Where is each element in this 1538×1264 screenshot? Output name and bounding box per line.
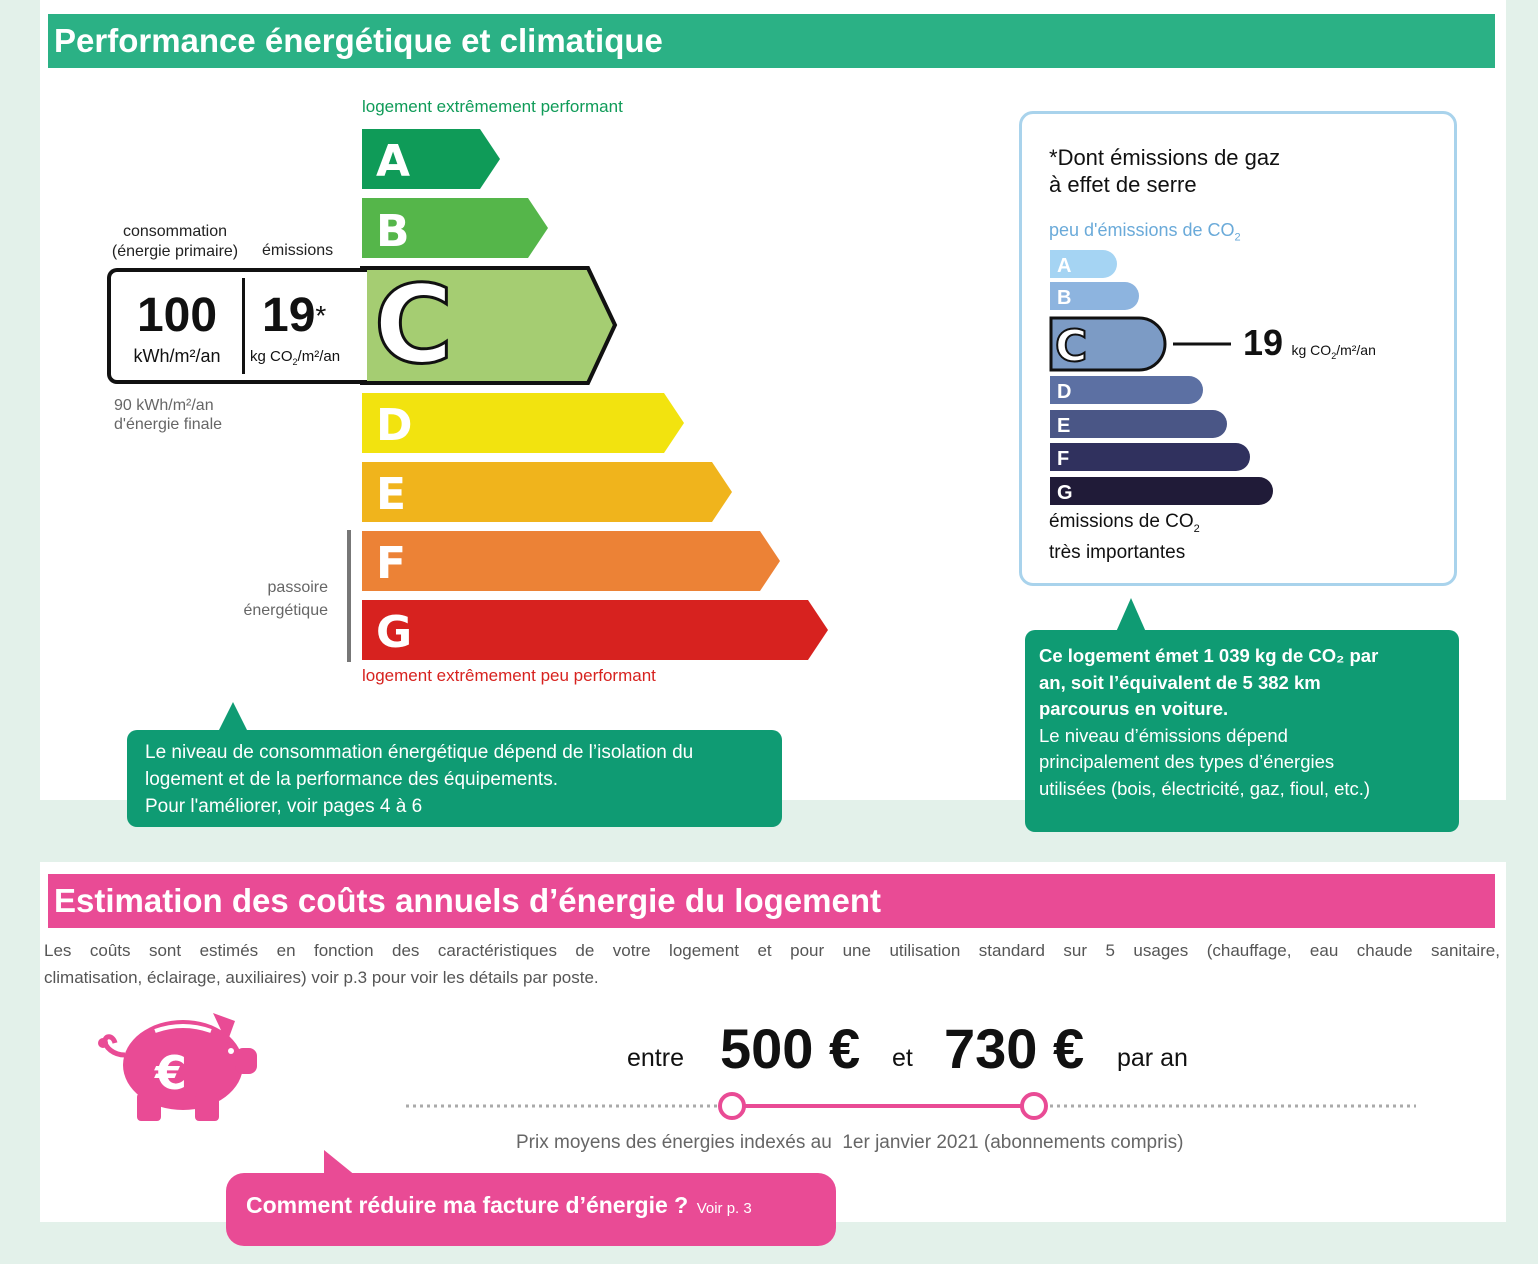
cost-between-label: entre: [627, 1044, 684, 1072]
emissions-asterisk: *: [315, 300, 327, 331]
ghg-value: 19 kg $CO_2/m^2/an$: [1243, 322, 1376, 363]
price-reference-note: Prix moyens des énergies indexés au 1er janvier 2021 (abonnements compris): [516, 1132, 1184, 1153]
grade-g-letter: G: [376, 607, 413, 658]
emissions-label: émissions: [262, 242, 334, 259]
min-cost-value: 500 €: [720, 1017, 861, 1080]
grade-d-letter: D: [376, 400, 413, 451]
piggy-bank-euro-icon: [95, 1003, 260, 1123]
value-divider: [242, 278, 245, 374]
reduce-bill-link[interactable]: Comment réduire ma facture d’énergie ? Voir p. 3: [226, 1173, 836, 1246]
cost-description: Les coûts sont estimés en fonction des caractéristiques de votre logement et pour une utilisation standard sur 5 usages (chauffage, eau chaude sanitaire, climatisation, éclairage, auxiliaires) voir p.3 pour voir les détails par poste.: [44, 941, 1500, 987]
energy-performance-header: [48, 14, 1495, 68]
cost-range-slider: [400, 1090, 1420, 1122]
grade-a-letter: A: [376, 136, 411, 187]
grade-f-letter: F: [376, 538, 407, 589]
ghg-bottom-label: émissions de $CO_2$ très importantes: [1049, 511, 1200, 563]
svg-text:€: €: [155, 1046, 188, 1100]
energy-rating-scale: [350, 125, 840, 670]
svg-text:C: C: [1055, 321, 1088, 372]
ghg-grade-d-bar: [1050, 376, 1203, 404]
emissions-value: 19*: [262, 289, 327, 342]
emissions-unit: kg $CO_2/m^2/an$: [250, 348, 341, 367]
section-title: Estimation des coûts annuels d’énergie du logement: [54, 882, 881, 919]
ghg-rating-scale: [1045, 245, 1445, 510]
svg-text:G: G: [1057, 482, 1073, 504]
ghg-grade-g-bar: [1050, 477, 1273, 505]
grade-e-arrow: [362, 462, 732, 522]
passoire-label: passoire énergétique: [243, 579, 328, 619]
min-cost-marker: [720, 1094, 744, 1118]
grade-f-arrow: [362, 531, 780, 591]
svg-text:D: D: [1057, 381, 1072, 403]
consumption-unit: kWh/m²/an: [133, 346, 221, 366]
ghg-grade-f-bar: [1050, 443, 1250, 471]
ghg-grade-e-bar: [1050, 410, 1227, 438]
emissions-info-bubble: Ce logement émet 1 039 kg de CO₂ par an, soit l’équivalent de 5 382 km parcourus en voiture. Le niveau d’émissions dépend principalement des types d’énergies utilisées (bois, électricité, gaz, fioul, etc.): [1025, 630, 1459, 832]
ghg-bubble-pointer: [1116, 598, 1146, 632]
grade-g-arrow: [362, 600, 828, 660]
svg-text:F: F: [1057, 448, 1070, 470]
grade-b-letter: B: [376, 206, 410, 257]
svg-text:B: B: [1057, 287, 1072, 309]
consumption-value: 100: [136, 289, 218, 342]
bubble-pointer: [218, 702, 248, 732]
max-cost-marker: [1022, 1094, 1046, 1118]
ghg-title: *Dont émissions de gaz à effet de serre: [1049, 145, 1281, 197]
passoire-bracket: [347, 530, 351, 662]
grade-e-letter: E: [376, 469, 407, 520]
ghg-top-label: peu d'émissions de $CO_2$: [1049, 220, 1241, 244]
cost-and-label: et: [892, 1044, 913, 1072]
grade-c-letter: C: [374, 263, 454, 388]
consumption-label: consommation (énergie primaire): [111, 223, 239, 260]
per-year-label: par an: [1117, 1044, 1188, 1072]
svg-text:E: E: [1057, 415, 1071, 437]
energy-cost-header: [48, 874, 1495, 928]
scale-top-label: logement extrêmement performant: [362, 97, 623, 116]
final-energy-note: 90 kWh/m²/an d'énergie finale: [114, 397, 223, 433]
max-cost-value: 730 €: [944, 1017, 1085, 1080]
section-title: Performance énergétique et climatique: [54, 22, 663, 59]
svg-text:A: A: [1057, 255, 1072, 277]
consumption-info-bubble: Le niveau de consommation énergétique dépend de l’isolation du logement et de la performance des équipements. Pour l'améliorer, voir pages 4 à 6: [127, 730, 782, 827]
scale-bottom-label: logement extrêmement peu performant: [362, 666, 656, 685]
